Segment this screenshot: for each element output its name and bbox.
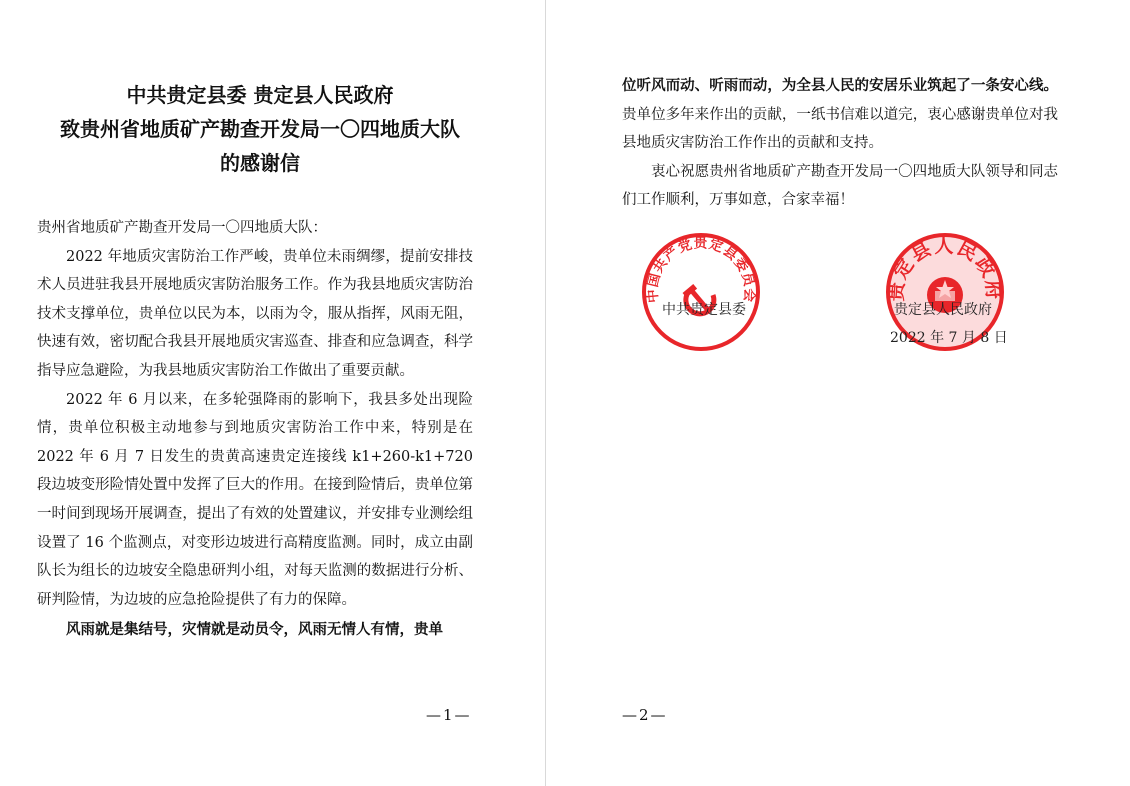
letter-title (30, 78, 490, 180)
paragraph-2: 2022 年 6 月以来，在多轮强降雨的影响下，我县多处出现险情，贵单位积极主动地参与到地质灾害防治工作中来，特别是在 2022 年 6 月 7 日发生的贵黄高速贵定连接线 k1+260-k1+720 段边坡变形险情处置中发挥了巨大的作用。在接到险情后，贵单位第一时间到现场开展调查，提出了有效的处置建议，并安排专业测绘组设置了 16 个监测点，对变形边坡进行高精度监测。同时，成立由副队长为组长的边坡安全隐患研判小组，对每天监测的数据进行分析、研判险情，为边坡的应急抢险提供了有力的保障。 (37, 391, 473, 608)
title-line-3: 的感谢信 (220, 151, 300, 175)
letter-date: 2022 年 7 月 8 日 (890, 330, 1008, 346)
page-2 (546, 0, 1130, 786)
bold-paragraph-start: 风雨就是集结号，灾情就是动员令，风雨无情人有情，贵单 (66, 621, 443, 639)
svg-text:中国共产党贵定县委员会 (644, 235, 759, 304)
wish-paragraph: 衷心祝愿贵州省地质矿产勘查开发局一〇四地质大队领导和同志们工作顺利，万事如意，合家幸福！ (622, 163, 1058, 209)
left-signer: 中共贵定县委 (662, 302, 746, 318)
salutation: 贵州省地质矿产勘查开发局一〇四地质大队： (37, 220, 327, 236)
paragraph-1: 2022 年地质灾害防治工作严峻，贵单位未雨绸缪，提前安排技术人员进驻我县开展地质灾害防治服务工作。作为我县地质灾害防治技术支撑单位，贵单位以民为本，以雨为令，服从指挥，风雨无阻，快速有效，密切配合我县开展地质灾害巡查、排查和应急调查，科学指导应急避险，为我县地质灾害防治工作做出了重要贡献。 (37, 248, 473, 379)
page-1 (0, 0, 545, 786)
letter-body-continued (622, 72, 1058, 215)
right-seal-text: 贵定县人民政府 (885, 234, 1005, 302)
title-line-2: 致贵州省地质矿产勘查开发局一〇四地质大队 (60, 117, 460, 141)
title-line-1: 中共贵定县委 贵定县人民政府 (126, 83, 394, 107)
party-committee-seal (640, 231, 762, 353)
right-signer: 贵定县人民政府 (894, 302, 992, 318)
left-seal-graphic (640, 231, 762, 353)
page-number: —2— (622, 706, 668, 724)
letter-body (37, 214, 473, 645)
thanks-text: 贵单位多年来作出的贡献，一纸书信难以道完，衷心感谢贵单位对我县地质灾害防治工作作出的贡献和支持。 (622, 106, 1058, 152)
bold-paragraph-end: 位听风而动、听雨而动，为全县人民的安居乐业筑起了一条安心线。 (622, 77, 1058, 94)
continued-paragraph (622, 72, 1058, 158)
page-number: —1— (426, 706, 472, 724)
left-seal-text: 中国共产党贵定县委员会 (644, 235, 758, 304)
